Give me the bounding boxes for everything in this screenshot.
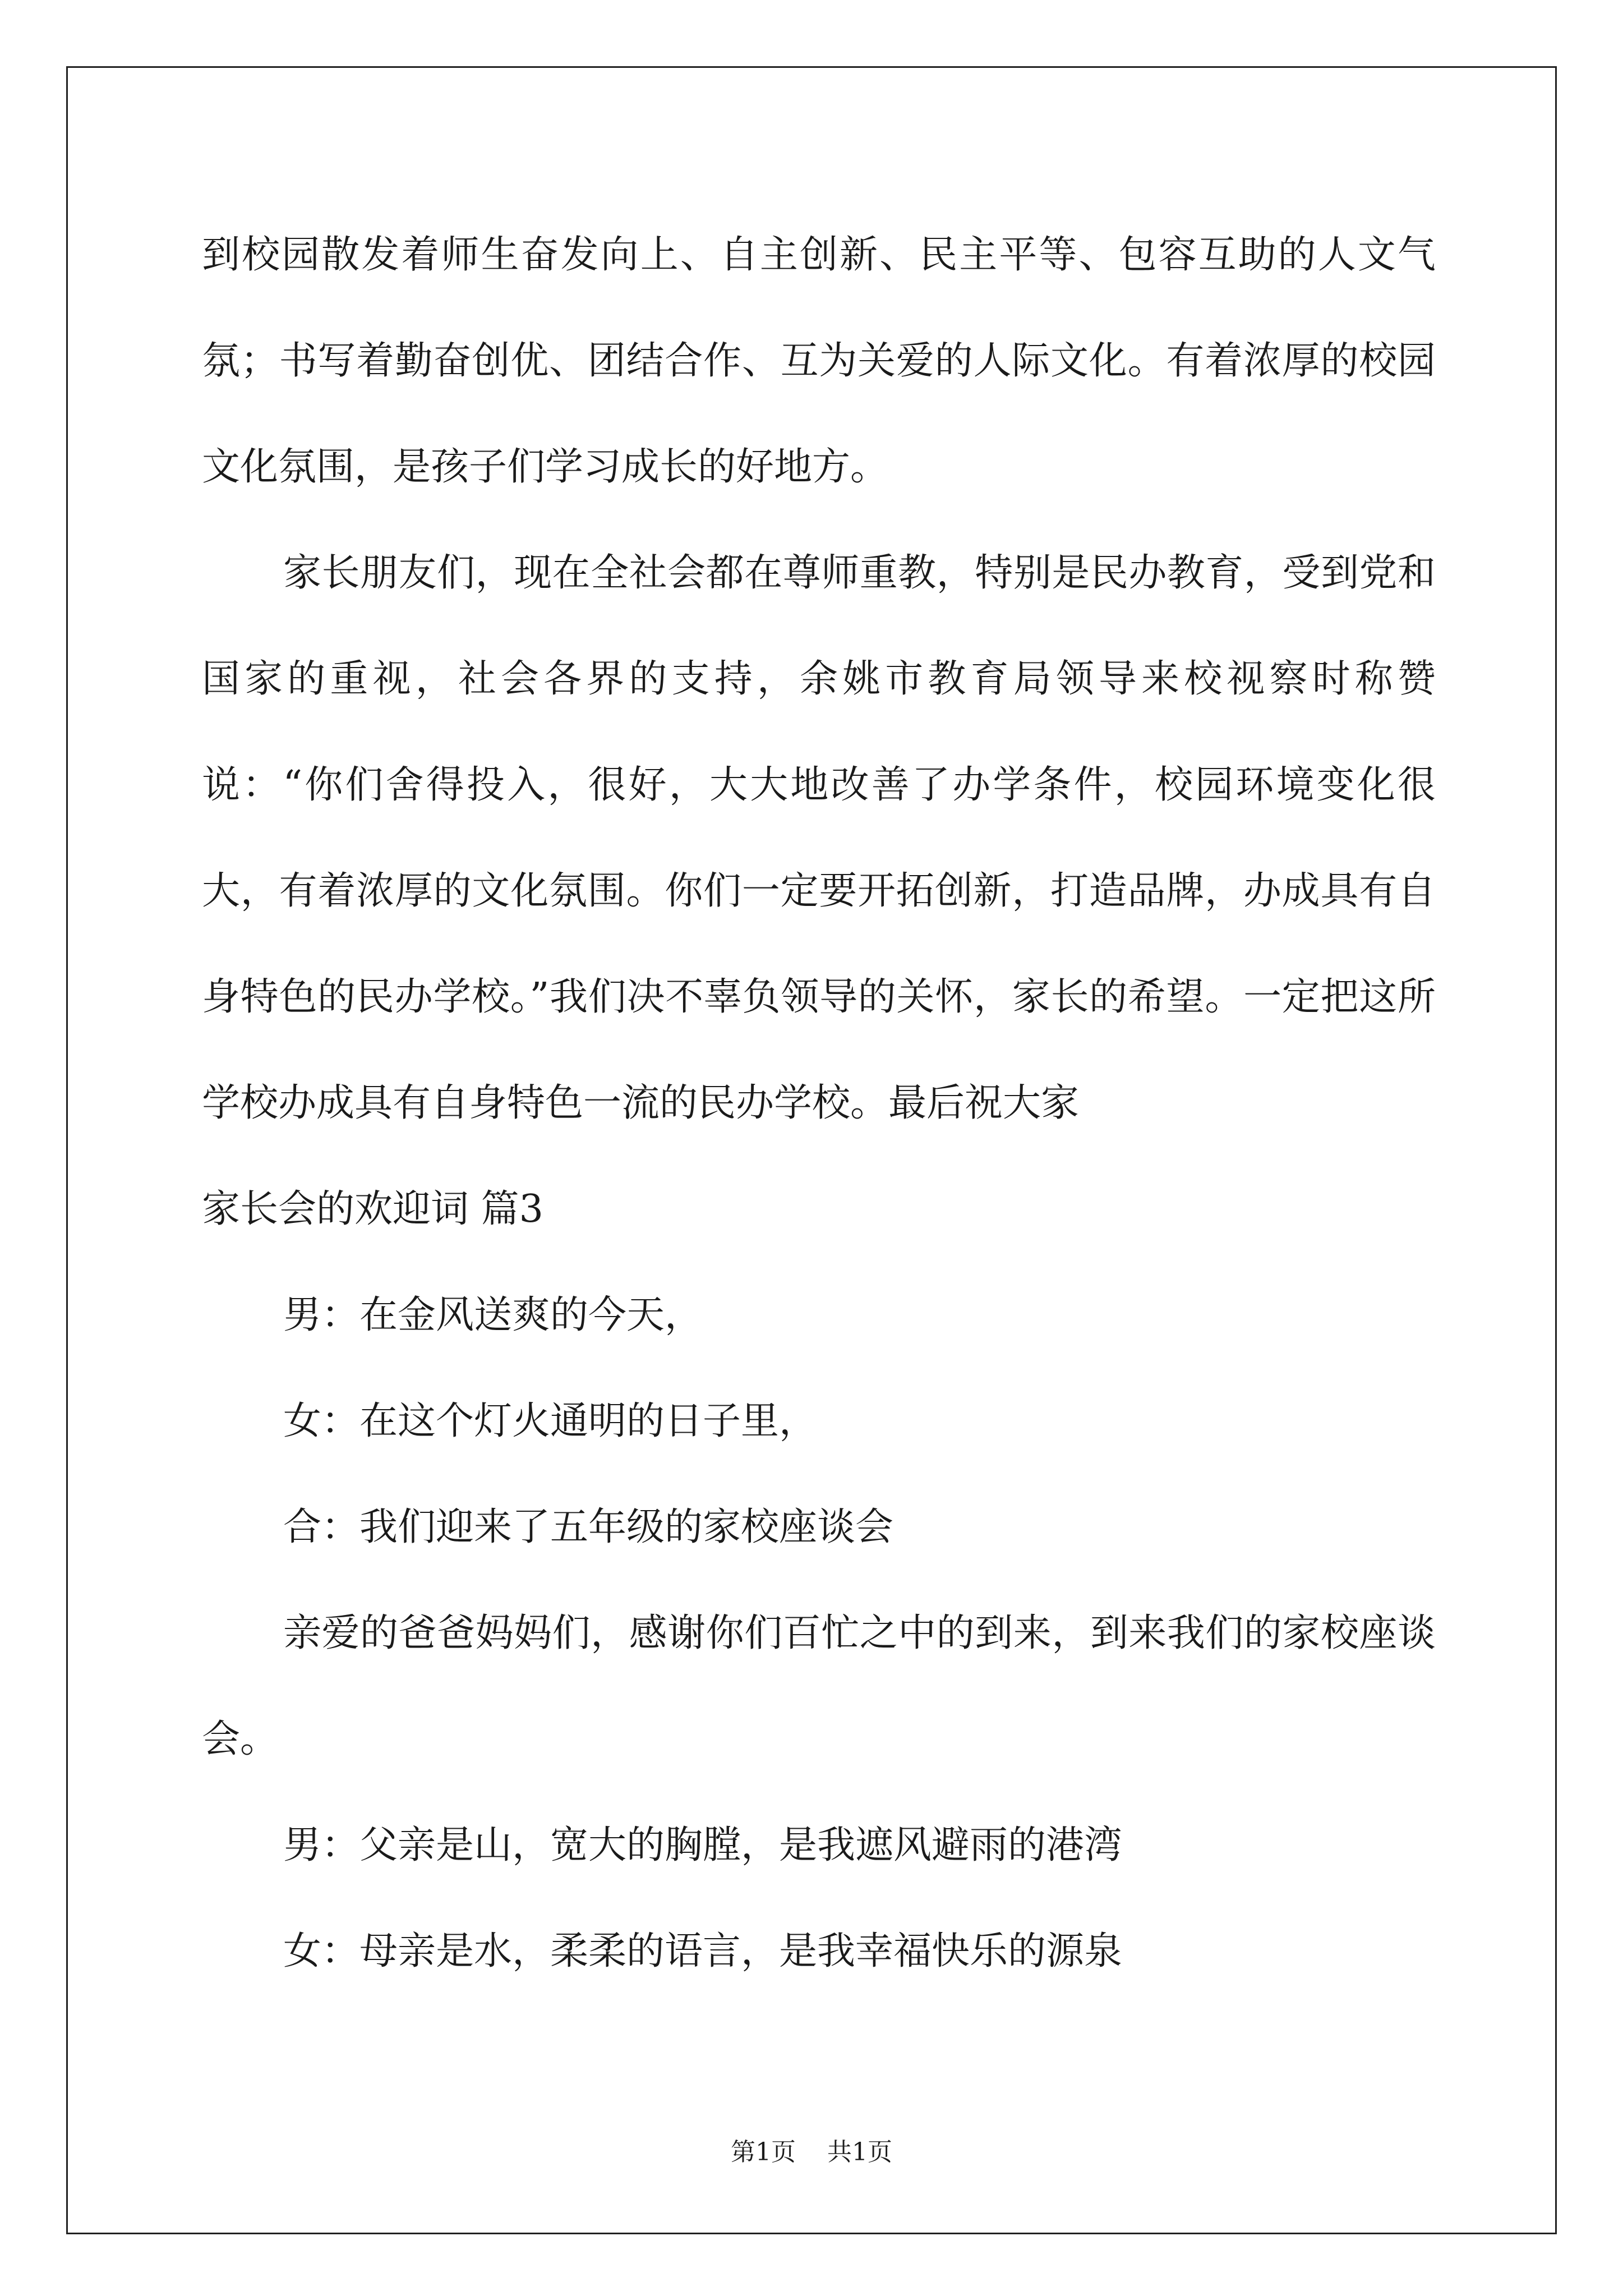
dialogue-line: 女：在这个灯火通明的日子里， [283,1399,818,1443]
document-body [202,202,1436,2004]
page-total: 共1页 [827,2138,892,2166]
dialogue-line: 女：母亲是水，柔柔的语言，是我幸福快乐的源泉 [283,1929,1123,1973]
section-heading: 家长会的欢迎词 篇3 [202,1187,543,1231]
page-number: 第1页 [731,2138,796,2166]
paragraph: 到校园散发着师生奋发向上、自主创新、民主平等、包容互助的人文气氛；书写着勤奋创优、团结合作、互为关爱的人际文化。有着浓厚的校园文化氛围，是孩子们学习成长的好地方。 [202,233,1436,489]
dialogue-line: 男：在金风送爽的今天， [283,1293,703,1337]
paragraph: 家长朋友们，现在全社会都在尊师重教，特别是民办教育，受到党和国家的重视，社会各界的支持，余姚市教育局领导来校视察时称赞说：“你们舍得投入，很好，大大地改善了办学条件，校园环境变化很大，有着浓厚的文化氛围。你们一定要开拓创新，打造品牌，办成具有自身特色的民办学校。”我们决不辜负领导的关怀，家长的希望。一定把这所学校办成具有自身特色一流的民办学校。最后祝大家 [202,551,1436,1125]
dialogue-line: 男：父亲是山，宽大的胸膛，是我遮风避雨的港湾 [283,1823,1123,1867]
paragraph: 亲爱的爸爸妈妈们，感谢你们百忙之中的到来，到来我们的家校座谈会。 [202,1611,1436,1761]
dialogue-line: 合：我们迎来了五年级的家校座谈会 [283,1505,894,1549]
page-footer [0,2132,1623,2168]
